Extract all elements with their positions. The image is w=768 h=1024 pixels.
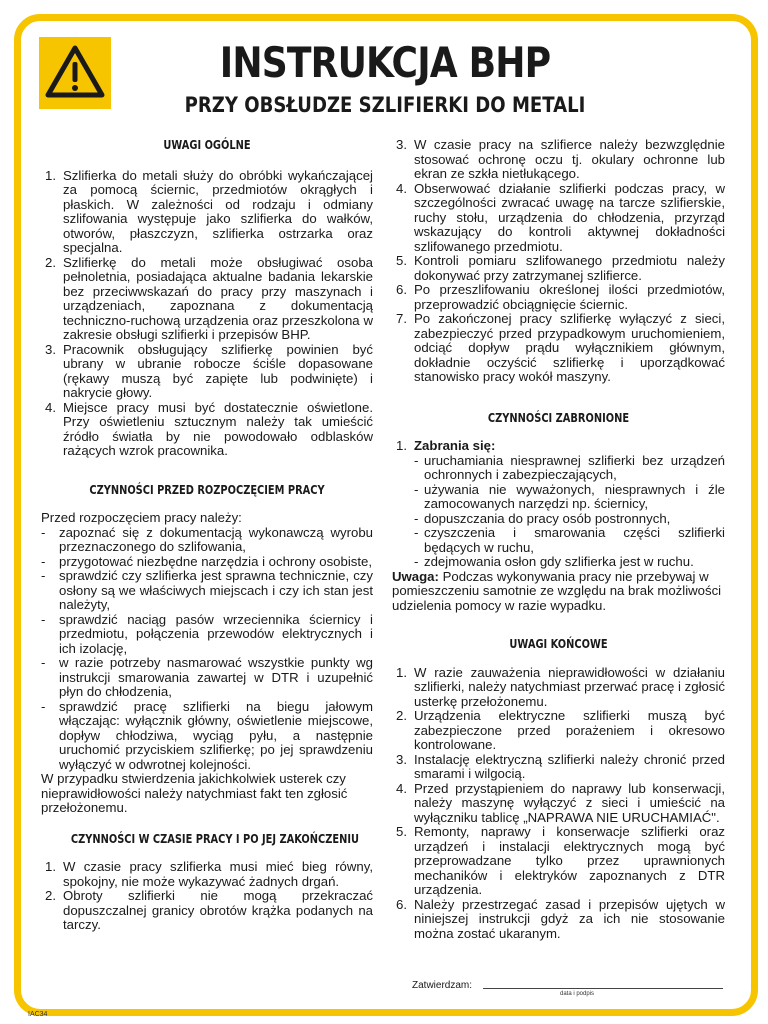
item-number: 5. — [396, 253, 407, 268]
right-column — [392, 138, 725, 941]
signature-line — [483, 988, 723, 989]
forbidden-list — [414, 454, 725, 570]
item-number: 6. — [396, 896, 407, 912]
item-text: Szlifierka do metali służy do obróbki wykańczającej za pomocą ściernic, przedmiotów okrągłych i płaskich. W zależności od rodzaju i odmiany szlifowania występuje jako szlifierka do wałków, otworów, płaszczyzn, szlifierka ostrzarka oraz specjalna. — [63, 167, 373, 255]
note-text: Podczas wykonywania pracy nie przebywaj w pomieszczeniu samotnie ze względu na brak możliwości udzielenia pomocy w razie wypadku. — [392, 568, 722, 613]
forbidden-label: Zabrania się: — [414, 438, 496, 453]
page-title: INSTRUKCJA BHP — [219, 38, 551, 87]
before-outro: W przypadku stwierdzenia jakichkolwiek usterek czy nieprawidłowości należy natychmiast fakt ten zgłosić przełożonemu. — [41, 771, 348, 815]
item-number: 7. — [396, 311, 407, 326]
item-number: 4. — [396, 180, 407, 196]
list-item — [392, 182, 725, 255]
forbidden-number: 1. — [396, 438, 407, 453]
item-text: Przed przystąpieniem do naprawy lub konserwacji, należy maszynę wyłączyć z sieci i umieścić na wyłączniku tablicę „NAPRAWA NIE URUCHAMIAĆ". — [414, 780, 725, 825]
sign-code: IAC34 — [28, 1011, 48, 1018]
dash-bullet: - — [414, 481, 419, 497]
list-item — [41, 889, 373, 933]
item-text: Instalację elektryczną szlifierki należy chronić przed smarami i wilgocią. — [414, 751, 725, 781]
before-list — [41, 526, 373, 773]
item-text: dopuszczania do pracy osób postronnych, — [424, 510, 671, 526]
list-item — [41, 401, 373, 459]
left-column — [41, 138, 373, 933]
list-item — [392, 709, 725, 753]
dash-bullet: - — [41, 553, 46, 569]
signature-caption: data i podpis — [560, 991, 595, 997]
list-item — [392, 254, 725, 283]
before-intro: Przed rozpoczęciem pracy należy: — [41, 510, 242, 525]
item-text: sprawdzić pracę szlifierki na biegu jałowym włączając: wyłącznik główny, oświetlenie miejscowe, dopływ chłodziwa, wyciąg pyłu, a następnie uruchomić przyciskiem szlifierkę; po jej sprawdzeniu wyłączyć w odwrotnej kolejności. — [59, 698, 373, 772]
final-heading: UWAGI KOŃCOWE — [509, 637, 608, 651]
dash-bullet: - — [41, 611, 46, 627]
item-number: 2. — [396, 708, 407, 723]
list-item — [392, 283, 725, 312]
note-label: Uwaga: — [392, 568, 439, 584]
list-item — [414, 512, 725, 527]
list-item — [41, 700, 373, 773]
before-heading: CZYNNOŚCI PRZED ROZPOCZĘCIEM PRACY — [89, 482, 325, 497]
during-heading: CZYNNOŚCI W CZASIE PRACY I PO JEJ ZAKOŃCZENIU — [70, 831, 359, 846]
item-text: używania nie wyważonych, niesprawnych i źle zamocowanych narzędzi np. ściernicy, — [424, 481, 725, 511]
list-item — [392, 898, 725, 942]
item-number: 6. — [396, 282, 407, 297]
warning-triangle-icon — [39, 37, 111, 109]
item-text: Po zakończonej pracy szlifierkę wyłączyć z sieci, zabezpieczyć przed przypadkowym uruchomieniem, odciąć dopływ prądu wyłącznikiem głównym, dokładnie oczyścić szlifierkę i uporządkować stanowisko pracy wokół maszyny. — [414, 311, 725, 384]
list-item — [392, 753, 725, 782]
list-item — [392, 782, 725, 826]
list-item — [414, 526, 725, 555]
item-text: W razie zauważenia nieprawidłowości w działaniu szlifierki, należy natychmiast przerwać pracę i zgłosić usterkę przełożonemu. — [414, 664, 725, 709]
item-text: Remonty, naprawy i konserwacje szlifierki oraz urządzeń i instalacji elektrycznych mogą być przeprowadzane tylko przez uprawnionych mechaników i elektryków zapoznanych z DTR urządzenia. — [414, 824, 725, 897]
forbidden-item — [392, 439, 725, 570]
list-item — [41, 169, 373, 256]
item-text: Miejsce pracy musi być dostatecznie oświetlone. Przy oświetleniu sztucznym należy tak umieścić źródło światła by nie powodowało odblasków rażących wzrok pracownika. — [63, 399, 373, 458]
item-text: w razie potrzeby nasmarować wszystkie punkty wg instrukcji smarowania zawartej w DTR i uzupełnić płyn do chłodzenia, — [59, 655, 373, 699]
list-item — [392, 312, 725, 385]
list-item — [41, 860, 373, 889]
item-text: zapoznać się z dokumentacją wykonawczą wyrobu przeznaczonego do szlifowania, — [59, 524, 373, 554]
item-text: W czasie pracy na szlifierce należy bezwzględnie stosować ochronę oczu tj. okulary ochronne lub ekran ze szkła nietłukącego. — [414, 137, 725, 181]
dash-bullet: - — [41, 698, 46, 714]
item-number: 1. — [45, 167, 56, 183]
list-item — [414, 483, 725, 512]
list-item — [392, 138, 725, 182]
final-list — [392, 666, 725, 942]
item-number: 2. — [45, 254, 56, 270]
dash-bullet: - — [414, 525, 419, 540]
page-subtitle: PRZY OBSŁUDZE SZLIFIERKI DO METALI — [184, 93, 586, 117]
during-list-right — [392, 138, 725, 385]
item-number: 1. — [396, 664, 407, 680]
item-text: Pracownik obsługujący szlifierkę powinien być ubrany w ubranie robocze ściśle dopasowane (rękawy muszą być zapięte lub podwinięte) i nakrycie głowy. — [63, 341, 373, 400]
list-item — [41, 555, 373, 570]
item-text: przygotować niezbędne narzędzia i ochrony osobiste, — [59, 553, 373, 569]
item-text: Kontroli pomiaru szlifowanego przedmiotu należy dokonywać przy zatrzymanej szlifierce. — [414, 253, 725, 283]
general-list — [41, 169, 373, 459]
item-text: sprawdzić czy szlifierka jest sprawna technicznie, czy osłony są we właściwych miejscach i czy ich stan jest należyty, — [59, 568, 373, 612]
dash-bullet: - — [414, 510, 419, 526]
list-item — [41, 656, 373, 700]
item-text: Obserwować działanie szlifierki podczas pracy, w szczególności zwracać uwagę na tarcze szlifierskie, ruchy stołu, urządzenia do chłodzenia, przyrząd wskazujący do kontroli aktywnej dokładności szlifowanego przedmiotu. — [414, 180, 725, 254]
item-text: czyszczenia i smarowania części szlifierki będących w ruchu, — [424, 525, 725, 555]
dash-bullet: - — [41, 655, 46, 670]
dash-bullet: - — [414, 452, 419, 468]
list-item — [414, 454, 725, 483]
item-text: Urządzenia elektryczne szlifierki muszą być zabezpieczone przed porażeniem i okresowo kontrolowane. — [414, 708, 725, 752]
item-text: Szlifierkę do metali może obsługiwać osoba pełnoletnia, posiadająca aktualne badania lekarskie bez przeciwwskazań do pracy przy maszynach i urządzeniach, zapoznana z dokumentacją techniczno-ruchową urządzenia oraz przeszkolona w zakresie obsługi szlifierki i przepisów BHP. — [63, 254, 373, 342]
item-text: W czasie pracy szlifierka musi mieć bieg równy, spokojny, nie może wykazywać żadnych drgań. — [63, 859, 373, 889]
item-text: uruchamiania niesprawnej szlifierki bez urządzeń ochronnych i zabezpieczających, — [424, 452, 725, 482]
item-number: 4. — [396, 780, 407, 796]
item-text: Należy przestrzegać zasad i przepisów ujętych w niniejszej instrukcji gdyż za ich nie stosowanie można zostać ukaranym. — [414, 896, 725, 941]
list-item — [392, 666, 725, 710]
list-item — [41, 256, 373, 343]
item-number: 4. — [45, 399, 56, 415]
item-text: zdejmowania osłon gdy szlifierka jest w ruchu. — [424, 554, 694, 569]
item-text: Obroty szlifierki nie mogą przekraczać dopuszczalnej granicy obrotów krążka podanych na tarczy. — [63, 888, 373, 932]
list-item — [392, 825, 725, 898]
list-item — [41, 526, 373, 555]
list-item — [41, 343, 373, 401]
forbidden-note — [392, 570, 725, 614]
item-number: 3. — [45, 341, 56, 357]
item-text: sprawdzić naciąg pasów wrzeciennika ściernicy i przedmiotu, połączenia przewodów elektrycznych i ich izolację, — [59, 611, 373, 656]
dash-bullet: - — [41, 524, 46, 540]
general-heading: UWAGI OGÓLNE — [163, 138, 251, 152]
list-item — [41, 569, 373, 613]
item-text: Po przeszlifowaniu określonej ilości przedmiotów, przeprowadzić obciągnięcie ściernic. — [414, 282, 725, 312]
during-list-left — [41, 860, 373, 933]
list-item — [41, 613, 373, 657]
approval-label: Zatwierdzam: — [412, 980, 473, 991]
item-number: 2. — [45, 888, 56, 903]
item-number: 3. — [396, 137, 407, 152]
item-number: 3. — [396, 751, 407, 767]
forbidden-heading: CZYNNOŚCI ZABRONIONE — [487, 410, 630, 425]
list-item — [414, 555, 725, 570]
item-number: 5. — [396, 824, 407, 839]
dash-bullet: - — [414, 554, 419, 569]
item-number: 1. — [45, 859, 56, 874]
dash-bullet: - — [41, 568, 46, 583]
